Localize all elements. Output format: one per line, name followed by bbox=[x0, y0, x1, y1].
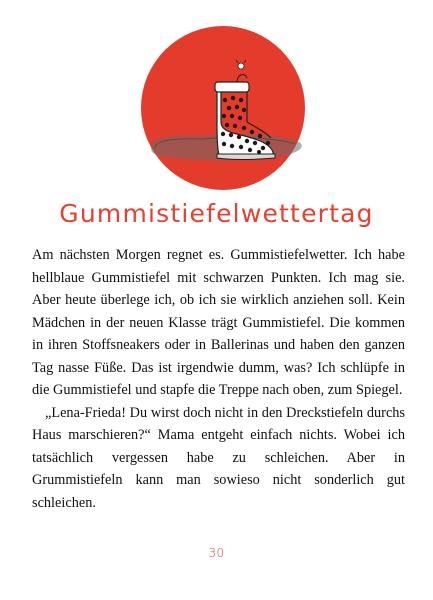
paragraph-2: „Lena-Frieda! Du wirst doch nicht in den Dreckstiefeln durchs Haus marschieren?“ Mama entgeht einfach nichts. Wobei ich tatsächlich vergessen habe zu schleichen. Aber in Grummistiefeln kann man sowieso nicht sonderlich gut schleichen. bbox=[32, 404, 405, 511]
red-circle bbox=[141, 26, 305, 190]
paragraph-1: Am nächsten Morgen regnet es. Gummistiefelwetter. Ich habe hellblaue Gummistiefel mit schwarzen Punkten. Ich mag sie. Aber heute überlege ich, ob ich sie wirklich anziehen soll. Kein Mädchen in der neuen Klasse trägt Gummistiefel. Die kommen in ihren Stoffsneakers oder in Ballerinas und haben den ganzen Tag nasse Füße. Das ist irgendwie dumm, was? Ich schlüpfe in die Gummistiefel und stapfe die Treppe nach oben, zum Spiegel. bbox=[32, 247, 405, 398]
chapter-illustration bbox=[141, 26, 305, 190]
body-text bbox=[32, 244, 405, 514]
chapter-title: Gummistiefelwettertag bbox=[59, 199, 374, 228]
page-number: 30 bbox=[208, 546, 225, 560]
